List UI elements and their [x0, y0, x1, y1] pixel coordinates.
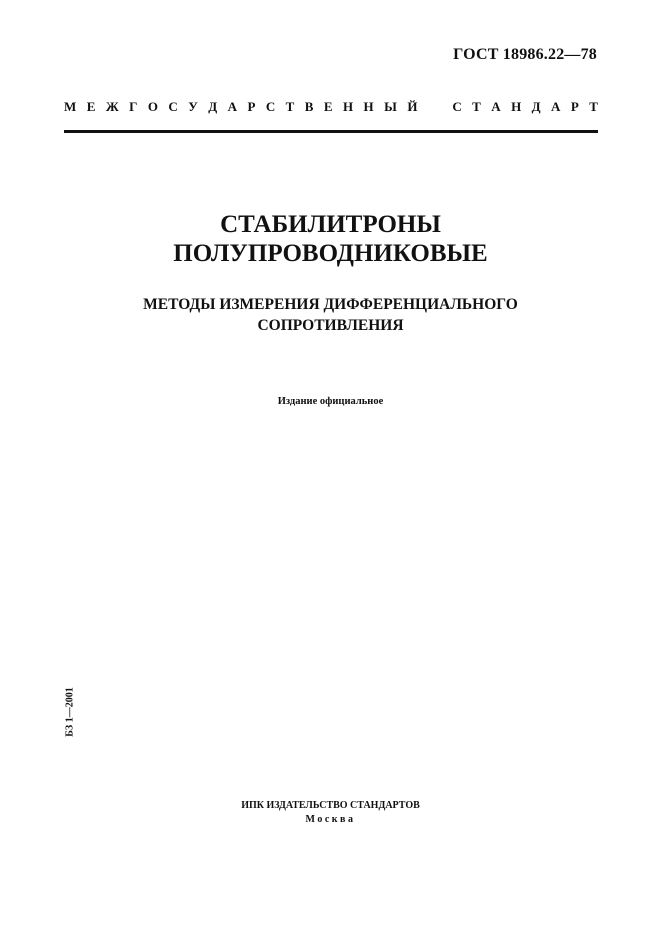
heading-letter: С [452, 99, 462, 114]
publisher-city: Москва [305, 814, 356, 825]
heading-letter: Е [323, 99, 333, 114]
document-subtitle [0, 294, 661, 336]
word-gap [428, 99, 442, 115]
heading-letter: Р [570, 99, 579, 114]
edition-note: Издание официальное [277, 396, 384, 407]
heading-letter: Д [531, 99, 541, 114]
header-rule [64, 130, 598, 133]
heading-letter: Н [342, 99, 354, 114]
heading-letter: Н [363, 99, 374, 114]
subtitle-line-1: МЕТОДЫ ИЗМЕРЕНИЯ ДИФФЕРЕНЦИАЛЬНОГО [143, 296, 518, 313]
side-catalog-code: БЗ 1—2001 [64, 687, 76, 737]
heading-letter: Ж [105, 99, 119, 114]
heading-letter: Т [285, 99, 295, 114]
heading-letter: Г [129, 99, 138, 114]
heading-letter: Й [407, 99, 418, 114]
heading-letter: Д [208, 99, 218, 114]
heading-letter: А [227, 99, 237, 114]
heading-letter: В [304, 99, 314, 114]
heading-letter: Т [472, 99, 481, 114]
heading-letter: С [265, 99, 276, 114]
heading-letter: О [147, 99, 158, 114]
heading-letter: Ы [384, 99, 397, 114]
heading-letter: У [188, 99, 198, 114]
heading-letter: Р [247, 99, 256, 114]
heading-letter: А [491, 99, 501, 114]
publisher-name: ИПК ИЗДАТЕЛЬСТВО СТАНДАРТОВ [241, 800, 420, 811]
subtitle-line-2: СОПРОТИВЛЕНИЯ [257, 317, 404, 334]
document-title [0, 210, 661, 268]
heading-letter: Е [86, 99, 96, 114]
title-line-1: СТАБИЛИТРОНЫ [220, 211, 441, 238]
heading-letter: Т [589, 99, 598, 114]
heading-letter: Н [511, 99, 522, 114]
title-line-2: ПОЛУПРОВОДНИКОВЫЕ [173, 240, 488, 267]
document-number: ГОСТ 18986.22—78 [453, 46, 597, 63]
interstate-standard-heading [64, 99, 598, 115]
heading-letter: С [168, 99, 178, 114]
heading-letter: М [64, 99, 77, 114]
heading-letter: А [551, 99, 561, 114]
